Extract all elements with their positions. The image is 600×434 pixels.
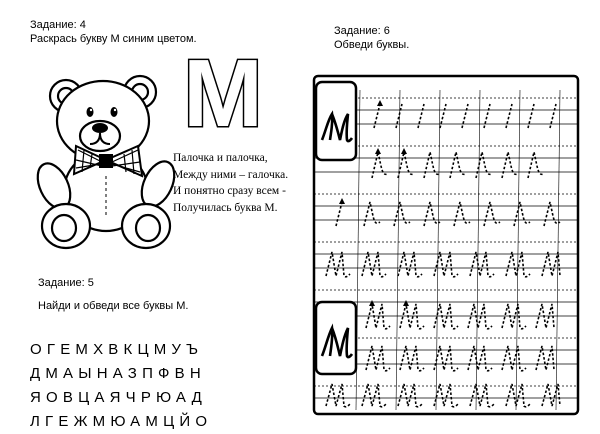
tracing-worksheet — [300, 70, 595, 420]
task5-title: Задание: 5 — [38, 277, 94, 289]
letter-grid — [30, 338, 212, 434]
big-letter-m: M — [183, 40, 263, 147]
poem-line: Между ними – галочка. — [173, 168, 289, 181]
letter-row: ДМАЫНАЗПФВН — [30, 365, 206, 382]
task4-instruction: Раскрась букву М синим цветом. — [30, 33, 197, 45]
letter-row: ОГЕМХВКЦМУЪ — [30, 341, 204, 358]
letter-row: ЯОВЦАЯЧРЮАД — [30, 389, 207, 406]
task4-title: Задание: 4 — [30, 19, 86, 31]
task5-instruction: Найди и обведи все буквы М. — [38, 300, 189, 312]
letter-row: ЛГЕЖМЮАМЦЙО — [30, 413, 213, 430]
poem — [173, 150, 288, 216]
teddy-bear-illustration — [28, 66, 178, 256]
poem-line: Получилась буква М. — [173, 201, 278, 214]
task6-title: Задание: 6 — [334, 25, 390, 37]
task6-instruction: Обведи буквы. — [334, 39, 410, 51]
poem-line: Палочка и палочка, — [173, 152, 268, 164]
poem-line: И понятно сразу всем - — [173, 185, 286, 197]
